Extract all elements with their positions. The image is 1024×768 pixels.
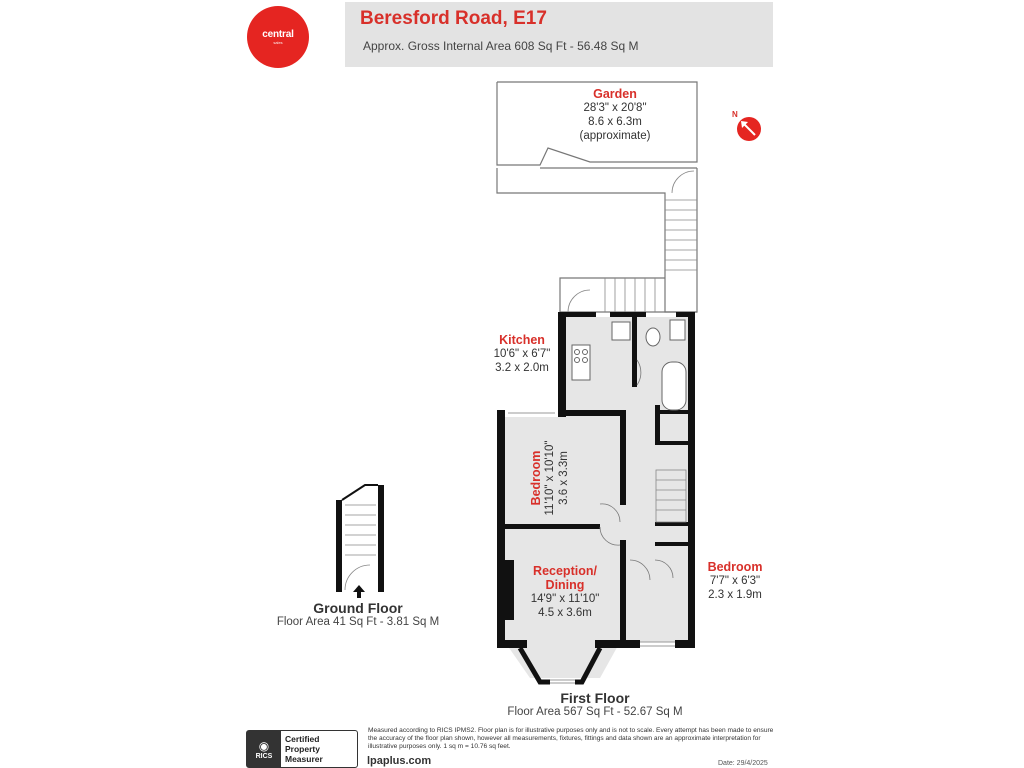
bedroom2-label (698, 560, 772, 602)
bedroom1-label (529, 418, 571, 538)
logo-text: central (262, 29, 294, 40)
kitchen-name: Kitchen (499, 333, 545, 347)
rics-text: RICS (255, 752, 273, 760)
rics-badge (246, 730, 358, 768)
bedroom2-name: Bedroom (707, 560, 763, 574)
badge-line3: Measurer (285, 754, 323, 764)
bedroom1-dim-metric: 3.6 x 3.3m (558, 451, 570, 505)
compass-label: N (732, 110, 738, 119)
reception-label (515, 564, 615, 620)
badge-line1: Certified (285, 734, 320, 744)
kitchen-dim-imperial: 10'6" x 6'7" (493, 348, 551, 360)
bedroom2-dim-imperial: 7'7" x 6'3" (709, 575, 761, 587)
reception-name-line1: Reception/ (533, 564, 597, 578)
logo-subtext: sales (273, 40, 283, 45)
property-title: Beresford Road, E17 (360, 8, 547, 29)
disclaimer-text: Measured according to RICS IPMS2. Floor plan is for illustrative purposes only and is not to scale. Every attempt has been made to ensure the accuracy of the floor plan shown, however all measurements, fixtures, fittings and data shown are an approximate interpretation for illustrative purposes only. 1 sq m = 10.76 sq feet. (368, 727, 774, 750)
garden-name: Garden (593, 87, 637, 101)
garden-label (535, 87, 695, 143)
kitchen-label (482, 333, 562, 375)
garden-note: (approximate) (579, 130, 651, 142)
website-link[interactable]: lpaplus.com (367, 755, 432, 767)
external-stairs (605, 200, 697, 312)
ground-floor-plan (336, 485, 384, 598)
plan-date: Date: 29/4/2025 (718, 760, 768, 767)
first-floor-area: Floor Area 567 Sq Ft - 52.67 Sq M (507, 706, 683, 718)
bedroom1-name: Bedroom (529, 450, 543, 506)
reception-dim-imperial: 14'9" x 11'10" (530, 593, 600, 605)
kitchen-dim-metric: 3.2 x 2.0m (495, 362, 549, 374)
ground-floor-area: Floor Area 41 Sq Ft - 3.81 Sq M (276, 616, 440, 628)
ground-floor-name: Ground Floor (313, 600, 403, 616)
north-arrow-icon (737, 117, 761, 141)
garden-dim-imperial: 28'3" x 20'8" (583, 102, 647, 114)
bedroom1-dim-imperial: 11'10" x 10'10" (544, 440, 556, 516)
badge-line2: Property (285, 744, 320, 754)
reception-name-line2: Dining (545, 578, 585, 592)
bedroom2-dim-metric: 2.3 x 1.9m (708, 589, 762, 601)
reception-dim-metric: 4.5 x 3.6m (538, 607, 592, 619)
garden-dim-metric: 8.6 x 6.3m (588, 116, 642, 128)
rics-logo-icon: ◉ RICS (247, 731, 281, 767)
gross-area: Approx. Gross Internal Area 608 Sq Ft - 56.48 Sq M (363, 39, 639, 53)
entrance-arrow-icon (353, 585, 365, 598)
first-floor-caption (495, 690, 695, 718)
first-floor-name: First Floor (560, 690, 630, 706)
ground-floor-caption (258, 600, 458, 628)
